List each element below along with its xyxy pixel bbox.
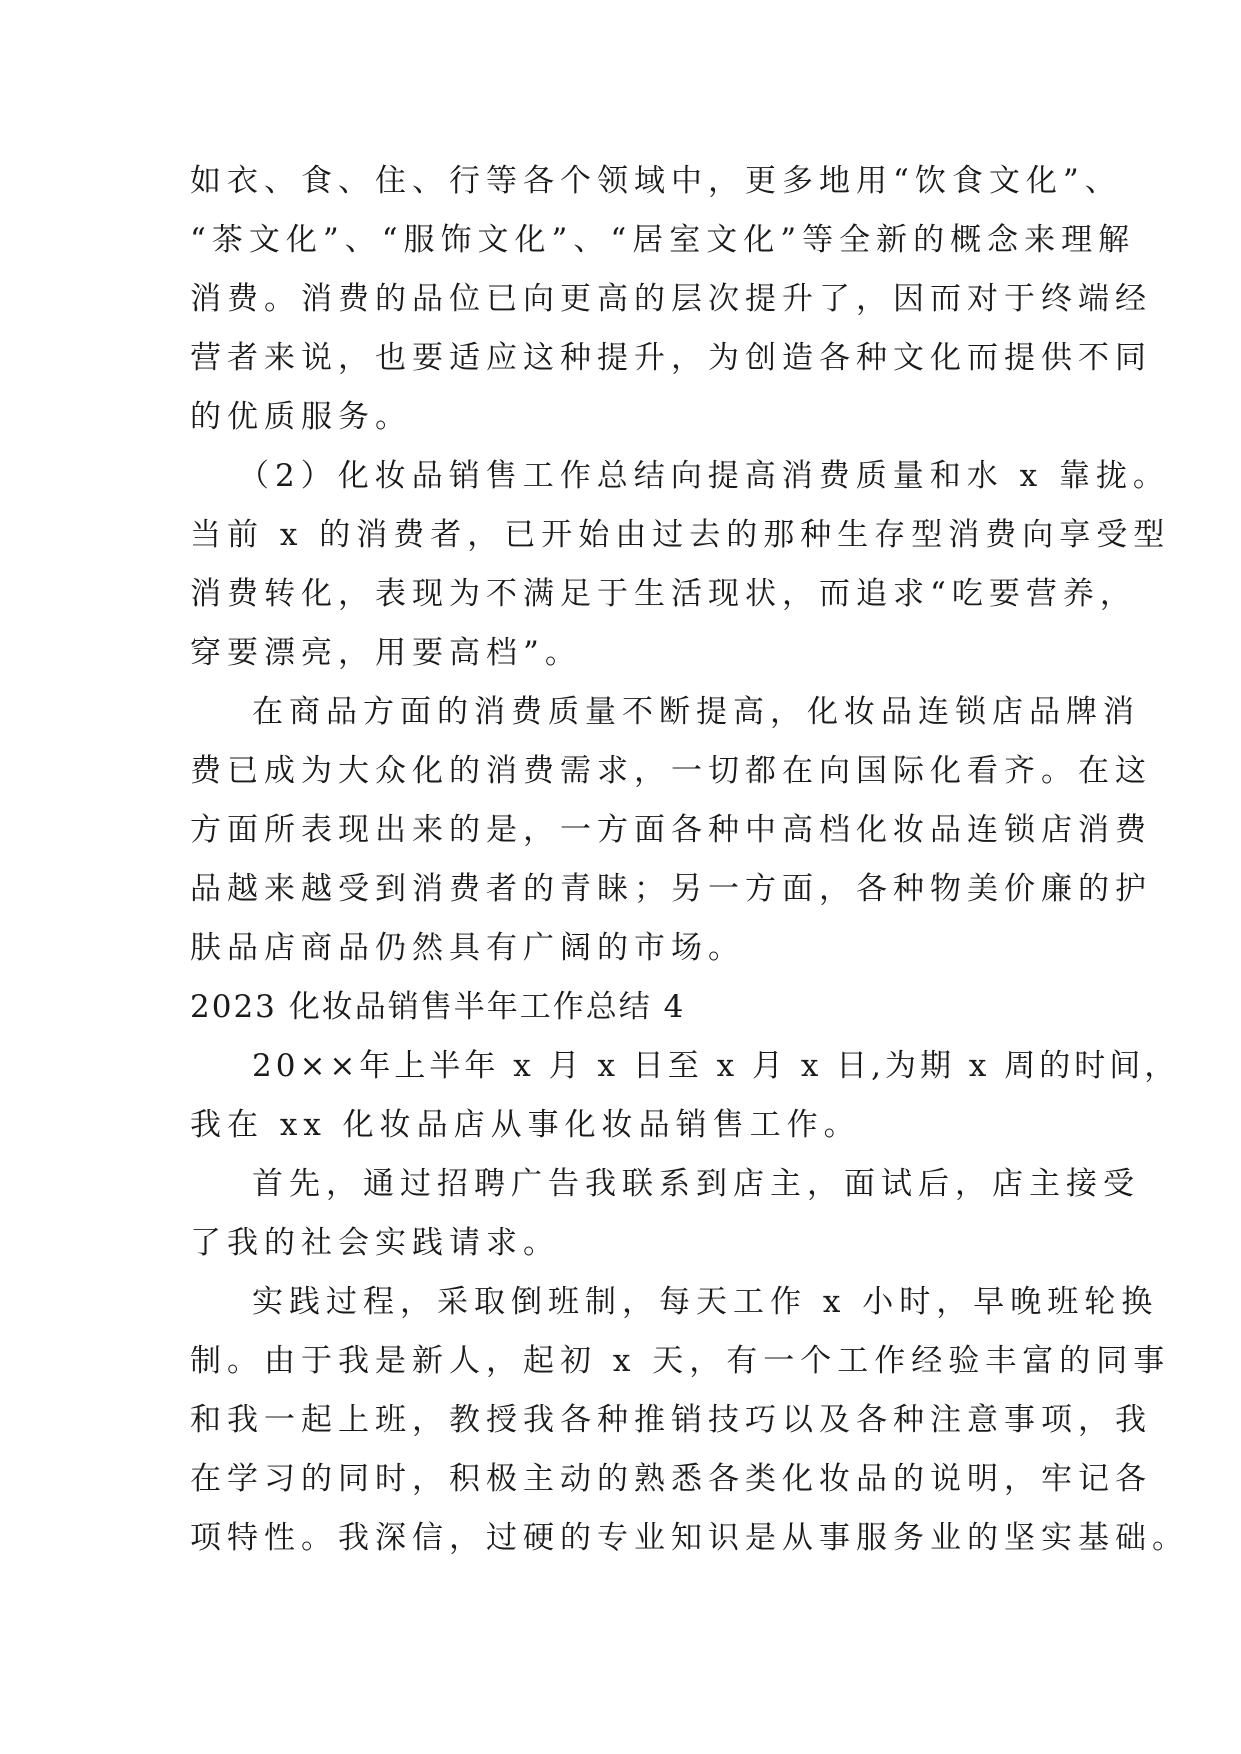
- text-line: 品越来越受到消费者的青睐；另一方面，各种物美价廉的护: [190, 871, 1152, 907]
- text-line: 首先，通过招聘广告我联系到店主，面试后，店主接受: [252, 1166, 1140, 1202]
- text-line: “茶文化”、“服饰文化”、“居室文化”等全新的概念来理解: [190, 222, 1136, 258]
- section-heading: 2023 化妆品销售半年工作总结 4: [190, 989, 686, 1025]
- text-line: 费已成为大众化的消费需求，一切都在向国际化看齐。在这: [190, 753, 1152, 789]
- text-line: 项特性。我深信，过硬的专业知识是从事服务业的坚实基础。: [190, 1520, 1189, 1556]
- text-line: 消费转化，表现为不满足于生活现状，而追求“吃要营养，: [190, 576, 1137, 612]
- text-line: 当前 x 的消费者，已开始由过去的那种生存型消费向享受型: [190, 517, 1171, 553]
- text-line: 实践过程，采取倒班制，每天工作 x 小时，早晚班轮换: [252, 1284, 1159, 1320]
- text-line: 20××年上半年 x 月 x 日至 x 月 x 日,为期 x 周的时间，: [252, 1048, 1180, 1084]
- text-line: 和我一起上班，教授我各种推销技巧以及各种注意事项，我: [190, 1402, 1152, 1438]
- text-line: 方面所表现出来的是，一方面各种中高档化妆品连锁店消费: [190, 812, 1152, 848]
- text-line: 肤品店商品仍然具有广阔的市场。: [190, 930, 745, 966]
- text-line: 了我的社会实践请求。: [190, 1225, 560, 1261]
- text-line: 制。由于我是新人，起初 x 天，有一个工作经验丰富的同事: [190, 1343, 1171, 1379]
- text-line: 消费。消费的品位已向更高的层次提升了，因而对于终端经: [190, 281, 1152, 317]
- text-line: 在商品方面的消费质量不断提高，化妆品连锁店品牌消: [252, 694, 1140, 730]
- text-line: 营者来说，也要适应这种提升，为创造各种文化而提供不同: [190, 340, 1152, 376]
- text-line: （2）化妆品销售工作总结向提高消费质量和水 x 靠拢。: [238, 458, 1170, 494]
- text-line: 穿要漂亮，用要高档”。: [190, 635, 582, 671]
- document-body: [190, 152, 1189, 1568]
- text-line: 在学习的同时，积极主动的熟悉各类化妆品的说明，牢记各: [190, 1461, 1152, 1497]
- text-line: 如衣、食、住、行等各个领域中，更多地用“饮食文化”、: [190, 163, 1122, 199]
- text-line: 我在 xx 化妆品店从事化妆品销售工作。: [190, 1107, 861, 1143]
- text-line: 的优质服务。: [190, 399, 412, 435]
